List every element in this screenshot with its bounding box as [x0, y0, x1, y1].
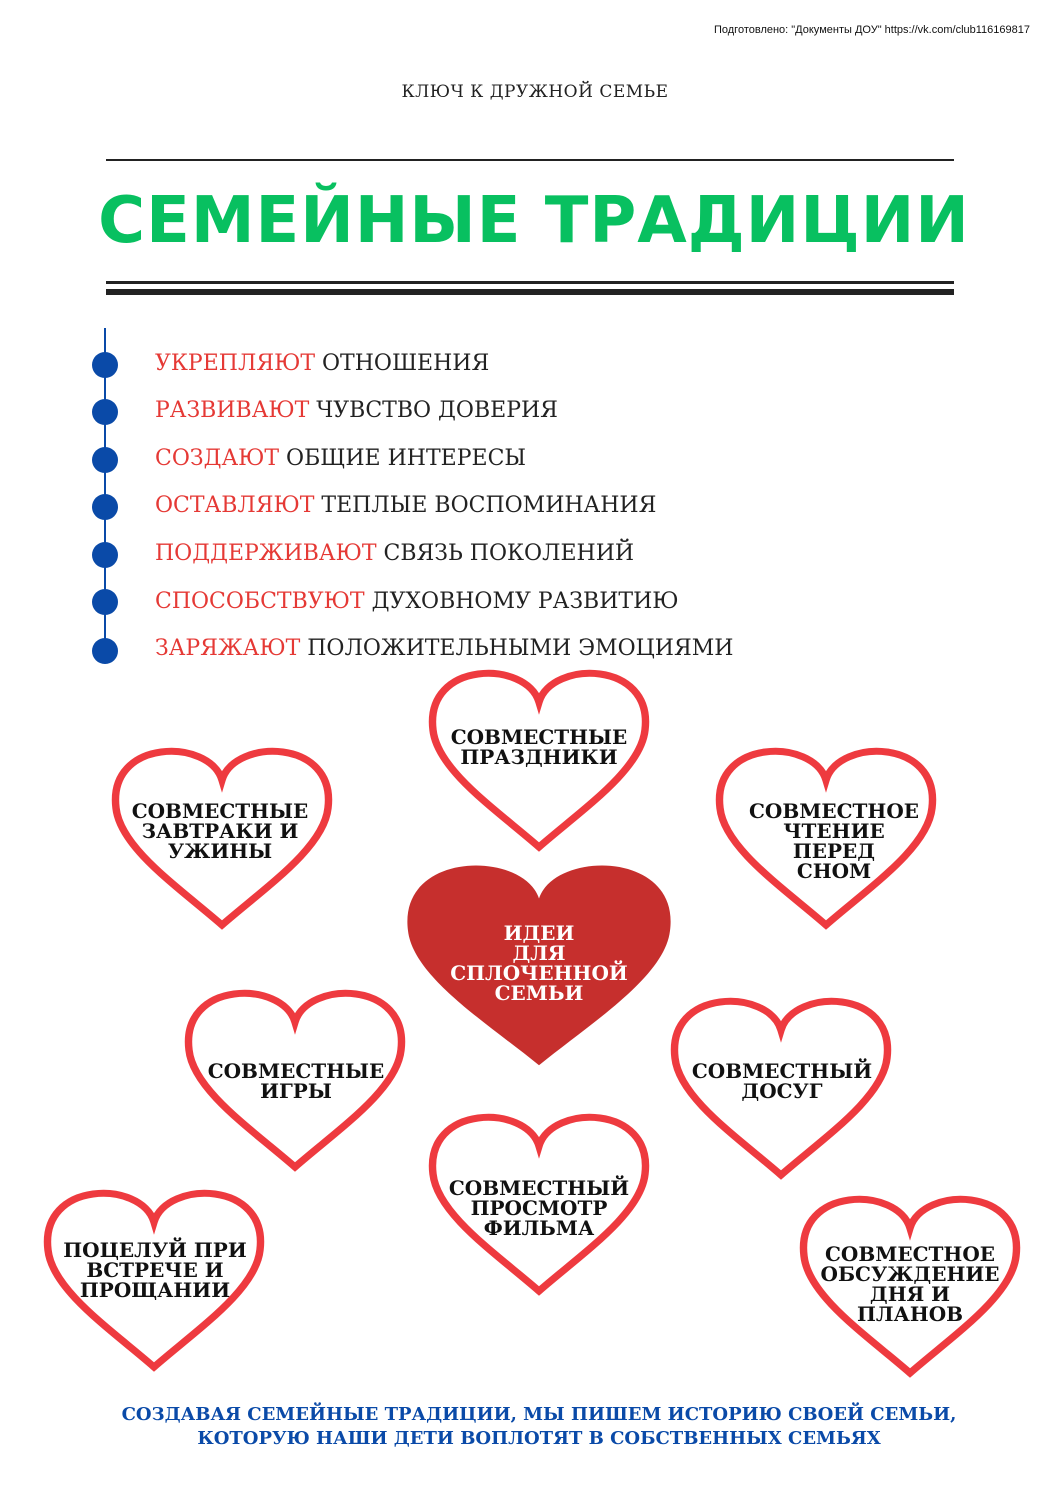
heart-line: СОВМЕСТНЫЙ: [691, 1059, 873, 1083]
benefit-text: ЧУВСТВО ДОВЕРИЯ: [309, 398, 558, 423]
heart-line: СНОМ: [796, 859, 872, 883]
benefit-verb: ОСТАВЛЯЮТ: [155, 493, 315, 518]
benefit-text: ТЕПЛЫЕ ВОСПОМИНАНИЯ: [314, 493, 657, 518]
subtitle: КЛЮЧ К ДРУЖНОЙ СЕМЬЕ: [401, 82, 669, 102]
heart-line: ПРАЗДНИКИ: [460, 745, 618, 769]
heart-line: ВСТРЕЧЕ И: [86, 1258, 224, 1282]
benefit-text: ОБЩИЕ ИНТЕРЕСЫ: [279, 446, 527, 471]
heart-meals-label: [132, 801, 309, 861]
heart-line: СОВМЕСТНОЕ: [749, 799, 919, 823]
heart-line: ЗАВТРАКИ И: [141, 819, 299, 843]
heart-line: ДНЯ И: [869, 1282, 951, 1306]
center-line: СЕМЬИ: [494, 981, 584, 1005]
heart-line: СОВМЕСТНЫЕ: [450, 725, 628, 749]
heart-line: ПРОСМОТР: [470, 1196, 608, 1220]
heart-line: ПЕРЕД: [792, 839, 876, 863]
heart-reading-label: [749, 801, 919, 881]
heart-line: УЖИНЫ: [167, 839, 273, 863]
heart-line: СОВМЕСТНЫЙ: [448, 1176, 630, 1200]
heart-line: ПРОЩАНИИ: [79, 1278, 231, 1302]
benefit-text: ПОЛОЖИТЕЛЬНЫМИ ЭМОЦИЯМИ: [300, 636, 734, 661]
heart-line: СОВМЕСТНЫЕ: [207, 1059, 385, 1083]
footer-quote: [0, 1403, 1060, 1451]
heart-line: СОВМЕСТНОЕ: [825, 1242, 995, 1266]
heart-line: ПЛАНОВ: [856, 1302, 964, 1326]
heart-line: ИГРЫ: [260, 1079, 332, 1103]
footer-line: СОЗДАВАЯ СЕМЕЙНЫЕ ТРАДИЦИИ, МЫ ПИШЕМ ИСТОРИЮ СВОЕЙ СЕМЬИ,: [121, 1404, 957, 1425]
benefit-text: СВЯЗЬ ПОКОЛЕНИЙ: [376, 541, 635, 566]
center-line: ИДЕИ: [503, 921, 575, 945]
center-heart-label: [450, 923, 628, 1003]
heart-line: ФИЛЬМА: [483, 1216, 595, 1240]
heart-discussion-label: [821, 1244, 1000, 1324]
benefit-verb: ПОДДЕРЖИВАЮТ: [155, 541, 377, 566]
heart-leisure-label: [692, 1061, 872, 1101]
benefit-verb: СОЗДАЮТ: [155, 446, 280, 471]
heart-kiss-label: [63, 1240, 246, 1300]
credit-line: Подготовлено: "Документы ДОУ" https://vk.com/club116169817: [713, 24, 1030, 36]
page-title: СЕМЕЙНЫЕ ТРАДИЦИИ: [98, 184, 970, 258]
heart-games-label: [208, 1061, 385, 1101]
heart-movie-label: [449, 1178, 629, 1238]
footer-line: КОТОРУЮ НАШИ ДЕТИ ВОПЛОТЯТ В СОБСТВЕННЫХ СЕМЬЯХ: [197, 1428, 881, 1449]
heart-line: СОВМЕСТНЫЕ: [131, 799, 309, 823]
benefit-verb: ЗАРЯЖАЮТ: [155, 636, 301, 661]
heart-line: ДОСУГ: [741, 1079, 823, 1103]
heart-line: ПОЦЕЛУЙ ПРИ: [63, 1238, 247, 1262]
heart-line: ОБСУЖДЕНИЕ: [820, 1262, 1000, 1286]
benefit-verb: СПОСОБСТВУЮТ: [155, 589, 365, 614]
center-line: СПЛОЧЕННОЙ: [450, 961, 628, 985]
heart-line: ЧТЕНИЕ: [783, 819, 885, 843]
benefit-text: ДУХОВНОМУ РАЗВИТИЮ: [364, 589, 679, 614]
center-line: ДЛЯ: [512, 941, 566, 965]
benefit-verb: РАЗВИВАЮТ: [155, 398, 310, 423]
benefit-text: ОТНОШЕНИЯ: [315, 351, 490, 376]
heart-holidays-label: [451, 727, 628, 767]
benefit-verb: УКРЕПЛЯЮТ: [155, 351, 316, 376]
